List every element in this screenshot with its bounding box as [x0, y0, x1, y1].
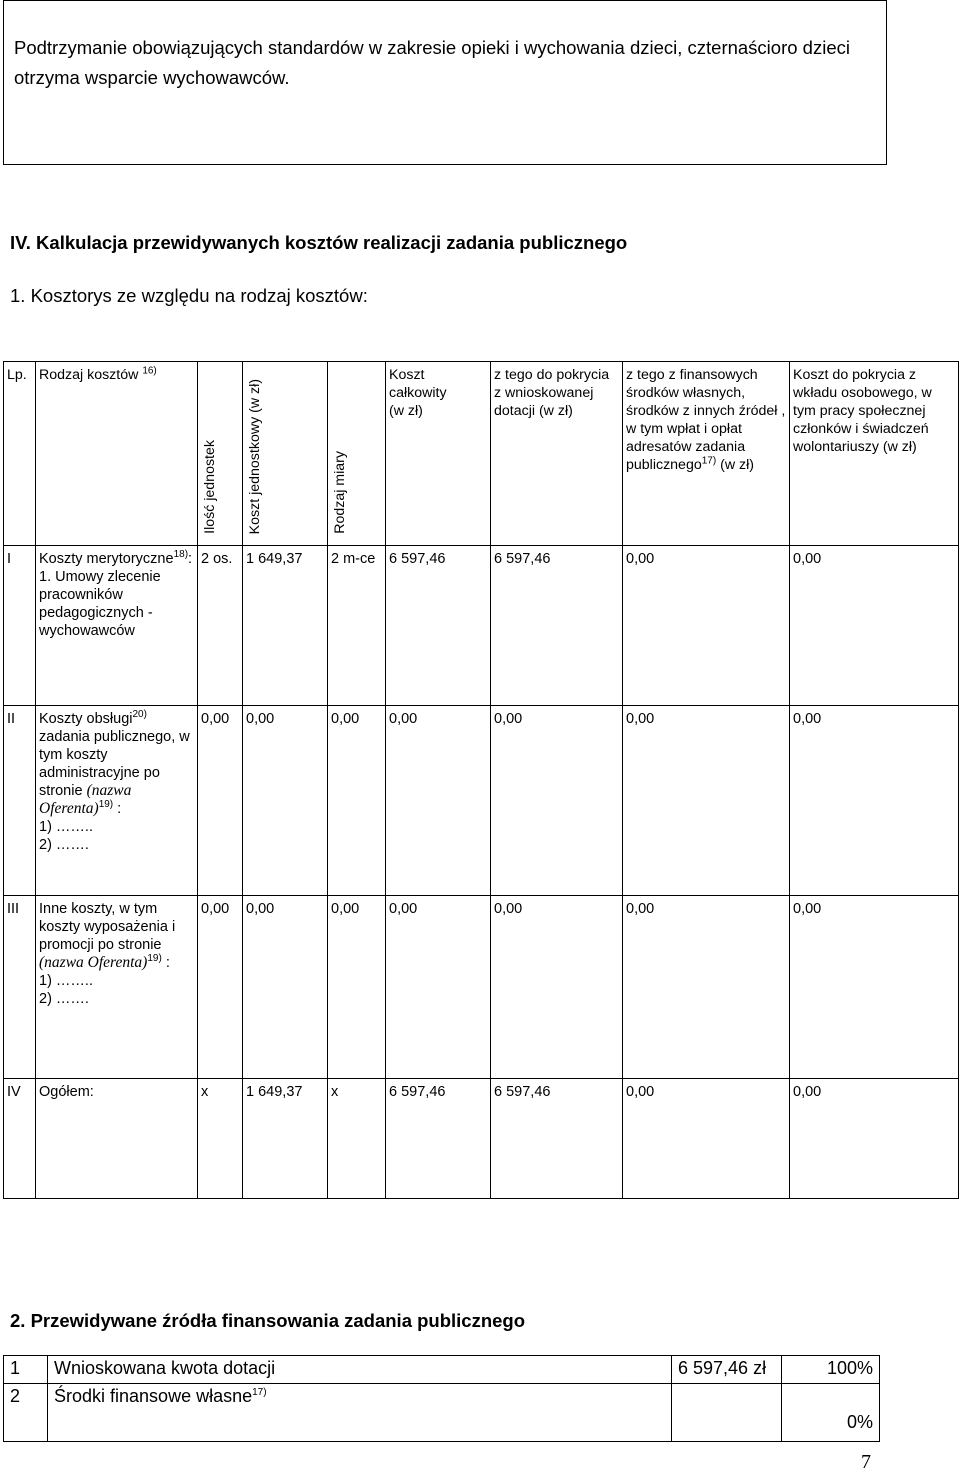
cell-osobowe: 0,00 — [790, 896, 959, 1079]
cell-dotacja: 6 597,46 — [491, 1079, 623, 1199]
cell-rodzaj-miary: 2 m-ce — [328, 546, 386, 706]
header-osobowe: Koszt do pokrycia z wkładu osobowego, w tym pracy społecznej członków i świadczeń wolontariuszy (w zł) — [790, 362, 959, 546]
table-row — [4, 1356, 880, 1384]
subsection1-title: 1. Kosztorys ze względu na rodzaj kosztów: — [10, 285, 368, 306]
cell-koszt-jedn: 0,00 — [243, 896, 328, 1079]
cell-koszt-calk: 6 597,46 — [386, 546, 491, 706]
cell-finansowe: 0,00 — [623, 706, 790, 896]
funding-no: 1 — [4, 1356, 48, 1384]
header-lp: Lp. — [4, 362, 36, 546]
cell-dotacja: 0,00 — [491, 706, 623, 896]
table-row-total — [4, 1079, 959, 1199]
cell-osobowe: 0,00 — [790, 546, 959, 706]
row-lp: II — [4, 706, 36, 896]
funding-percent: 100% — [782, 1356, 880, 1384]
cell-rodzaj-miary: 0,00 — [328, 896, 386, 1079]
cell-rodzaj-miary: 0,00 — [328, 706, 386, 896]
row-lp: IV — [4, 1079, 36, 1199]
funding-percent: 0% — [782, 1384, 880, 1442]
funding-table — [3, 1355, 880, 1442]
header-ilosc: Ilość jednostek — [198, 362, 243, 546]
row-lp: III — [4, 896, 36, 1079]
header-finansowe: z tego z finansowych środków własnych, środków z innych źródeł , w tym wpłat i opłat adresatów zadania publicznego$^{17)}$ (w zł) — [623, 362, 790, 546]
cell-ilosc: x — [198, 1079, 243, 1199]
funding-amount — [672, 1384, 782, 1442]
cost-table-header — [4, 362, 959, 546]
cell-osobowe: 0,00 — [790, 706, 959, 896]
funding-no: 2 — [4, 1384, 48, 1442]
cell-koszt-jedn: 1 649,37 — [243, 546, 328, 706]
section2-title: 2. Przewidywane źródła finansowania zadania publicznego — [10, 1310, 526, 1331]
table-row — [4, 706, 959, 896]
section4-title: IV. Kalkulacja przewidywanych kosztów realizacji zadania publicznego — [10, 232, 628, 253]
header-rodzaj-miary: Rodzaj miary — [328, 362, 386, 546]
row-label: Koszty merytoryczne$^{18)}$: 1. Umowy zlecenie pracowników pedagogicznych - wychowawców — [36, 546, 198, 706]
cell-finansowe: 0,00 — [623, 1079, 790, 1199]
cell-koszt-jedn: 0,00 — [243, 706, 328, 896]
table-row — [4, 1384, 880, 1442]
cell-koszt-calk: 0,00 — [386, 896, 491, 1079]
funding-label: Środki finansowe własne$^{17)}$ — [48, 1384, 672, 1442]
cell-finansowe: 0,00 — [623, 546, 790, 706]
table-row — [4, 546, 959, 706]
row-lp: I — [4, 546, 36, 706]
row-label: Inne koszty, w tym koszty wyposażenia i promocji po stronie (nazwa Oferenta)$^{19)}$ : 1) …….. 2) ……. — [36, 896, 198, 1079]
cell-ilosc: 0,00 — [198, 706, 243, 896]
cost-table — [3, 361, 959, 1199]
table-row — [4, 896, 959, 1079]
cell-koszt-calk: 6 597,46 — [386, 1079, 491, 1199]
funding-amount: 6 597,46 zł — [672, 1356, 782, 1384]
cell-ilosc: 2 os. — [198, 546, 243, 706]
header-koszt-calk: Koszt całkowity (w zł) — [386, 362, 491, 546]
cell-koszt-calk: 0,00 — [386, 706, 491, 896]
header-koszt-jedn: Koszt jednostkowy (w zł) — [243, 362, 328, 546]
cell-osobowe: 0,00 — [790, 1079, 959, 1199]
cell-rodzaj-miary: x — [328, 1079, 386, 1199]
cell-finansowe: 0,00 — [623, 896, 790, 1079]
header-rodzaj: Rodzaj kosztów $^{16)}$ — [36, 362, 198, 546]
row-label: Koszty obsługi$^{20)}$ zadania publicznego, w tym koszty administracyjne po stronie (nazwa Oferenta)$^{19)}$ : 1) …….. 2) ……. — [36, 706, 198, 896]
row-label: Ogółem: — [36, 1079, 198, 1199]
header-dotacja: z tego do pokrycia z wnioskowanej dotacji (w zł) — [491, 362, 623, 546]
cell-koszt-jedn: 1 649,37 — [243, 1079, 328, 1199]
page-number: 7 — [861, 1451, 871, 1473]
cell-dotacja: 6 597,46 — [491, 546, 623, 706]
objective-box — [3, 0, 887, 165]
funding-label: Wnioskowana kwota dotacji — [48, 1356, 672, 1384]
intro-text: Podtrzymanie obowiązujących standardów w zakresie opieki i wychowania dzieci, czternaścioro dzieci otrzyma wsparcie wychowawców. — [14, 37, 850, 88]
cell-dotacja: 0,00 — [491, 896, 623, 1079]
cell-ilosc: 0,00 — [198, 896, 243, 1079]
